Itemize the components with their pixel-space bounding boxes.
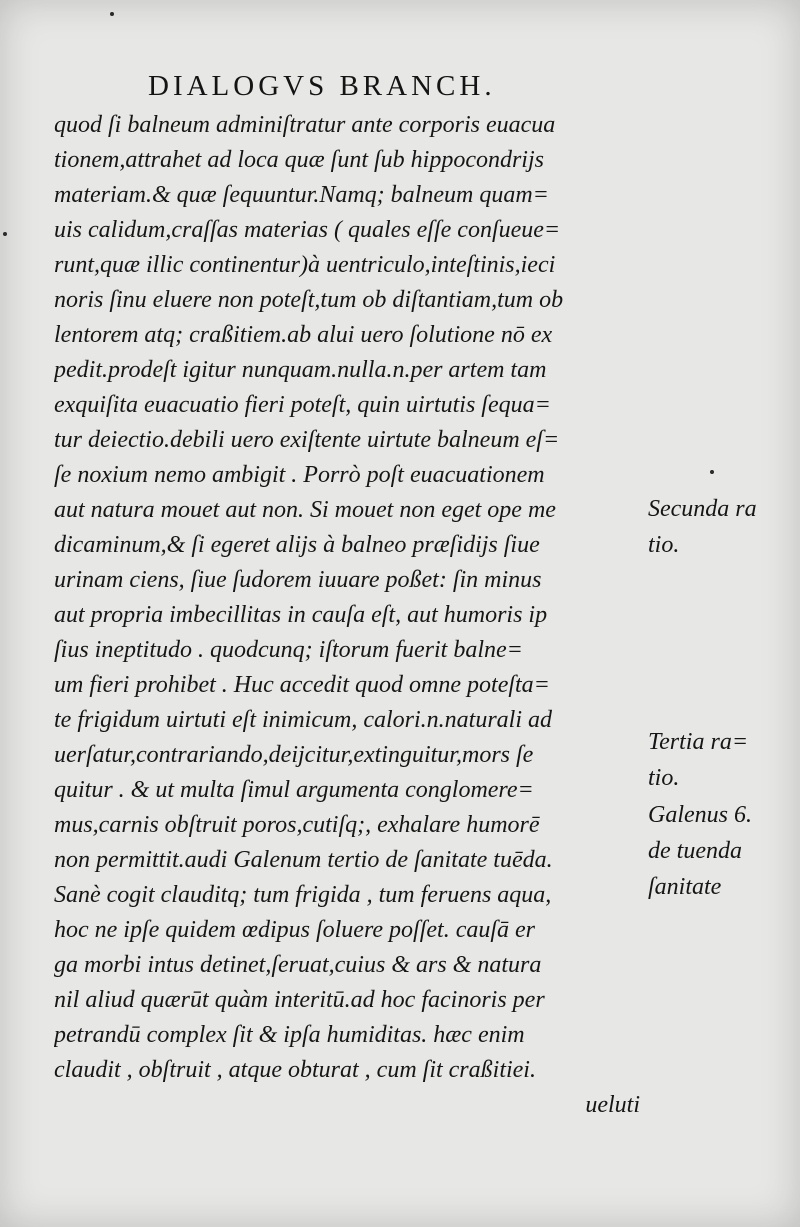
text-line: claudit , obſtruit , atque obturat , cum ſit craßitiei. (54, 1057, 536, 1083)
text-line: dicaminum,& ſi egeret alijs à balneo præſidijs ſiue (54, 532, 540, 558)
text-line: hoc ne ipſe quidem œdipus ſoluere poſſet. cauſā er (54, 917, 536, 943)
text-line: um fieri prohibet . Huc accedit quod omne poteſta= (54, 672, 550, 698)
text-line: tur deiectio.debili uero exiſtente uirtute balneum eſ= (54, 427, 560, 453)
running-head: DIALOGVS BRANCH. (148, 70, 496, 102)
bleed-through-text (665, 190, 671, 224)
text-line: te frigidum uirtuti eſt inimicum, calori.n.naturali ad (54, 707, 552, 733)
text-line: tionem,attrahet ad loca quæ ſunt ſub hippocondrijs (54, 147, 544, 173)
marginal-note-line: Galenus 6. (648, 802, 752, 828)
text-line: ſius ineptitudo . quodcunq; iſtorum fuerit balne= (54, 637, 523, 663)
text-line: aut natura mouet aut non. Si mouet non eget ope me (54, 497, 556, 523)
text-line: noris ſinu eluere non poteſt,tum ob diſtantiam,tum ob (54, 287, 564, 313)
text-line: exquiſita euacuatio fieri poteſt, quin uirtutis ſequa= (54, 392, 551, 418)
text-line: aut propria imbecillitas in cauſa eſt, aut humoris ip (54, 602, 548, 628)
text-line: mus,carnis obſtruit poros,cutiſq;, exhalare humorē (54, 812, 540, 838)
marginal-note-secunda-ratio (648, 491, 798, 563)
marginal-note-line: Secunda ra (648, 496, 757, 522)
text-line: uerſatur,contrariando,deijcitur,extinguitur,mors ſe (54, 742, 534, 768)
text-line: lentorem atq; craßitiem.ab alui uero ſolutione nō ex (54, 322, 553, 348)
text-line: pedit.prodeſt igitur nunquam.nulla.n.per artem tam (54, 357, 547, 383)
text-line: quod ſi balneum adminiſtratur ante corporis euacua (54, 112, 556, 138)
marginal-note-line: ſanitate (648, 874, 722, 900)
marginal-note-line: Tertia ra= (648, 729, 749, 755)
ink-speck (3, 232, 7, 236)
text-line: urinam ciens, ſiue ſudorem iuuare poßet: ſin minus (54, 567, 542, 593)
catchword: ueluti (585, 1092, 640, 1118)
text-line: non permittit.audi Galenum tertio de ſanitate tuēda. (54, 847, 553, 873)
ink-speck (110, 12, 114, 16)
body-text (54, 108, 644, 1123)
marginal-note-line: tio. (648, 765, 680, 791)
text-line: Sanè cogit clauditq; tum frigida , tum feruens aqua, (54, 882, 552, 908)
text-line: ſe noxium nemo ambigit . Porrò poſt euacuationem (54, 462, 545, 488)
text-line: runt,quæ illic continentur)à uentriculo,inteſtinis,ieci (54, 252, 556, 278)
marginal-note-line: tio. (648, 532, 680, 558)
marginal-note-galenus (648, 797, 798, 905)
marginal-note-line: de tuenda (648, 838, 742, 864)
text-line: petrandū complex ſit & ipſa humiditas. hæc enim (54, 1022, 525, 1048)
text-line: ga morbi intus detinet,ſeruat,cuius & ars & natura (54, 952, 542, 978)
text-line: uis calidum,craſſas materias ( quales eſſe conſueue= (54, 217, 561, 243)
text-line: nil aliud quærūt quàm interitū.ad hoc facinoris per (54, 987, 545, 1013)
text-line: materiam.& quæ ſequuntur.Namq; balneum quam= (54, 182, 549, 208)
marginal-note-tertia-ratio (648, 724, 798, 796)
ink-speck (710, 470, 714, 474)
text-line: quitur . & ut multa ſimul argumenta conglomere= (54, 777, 534, 803)
